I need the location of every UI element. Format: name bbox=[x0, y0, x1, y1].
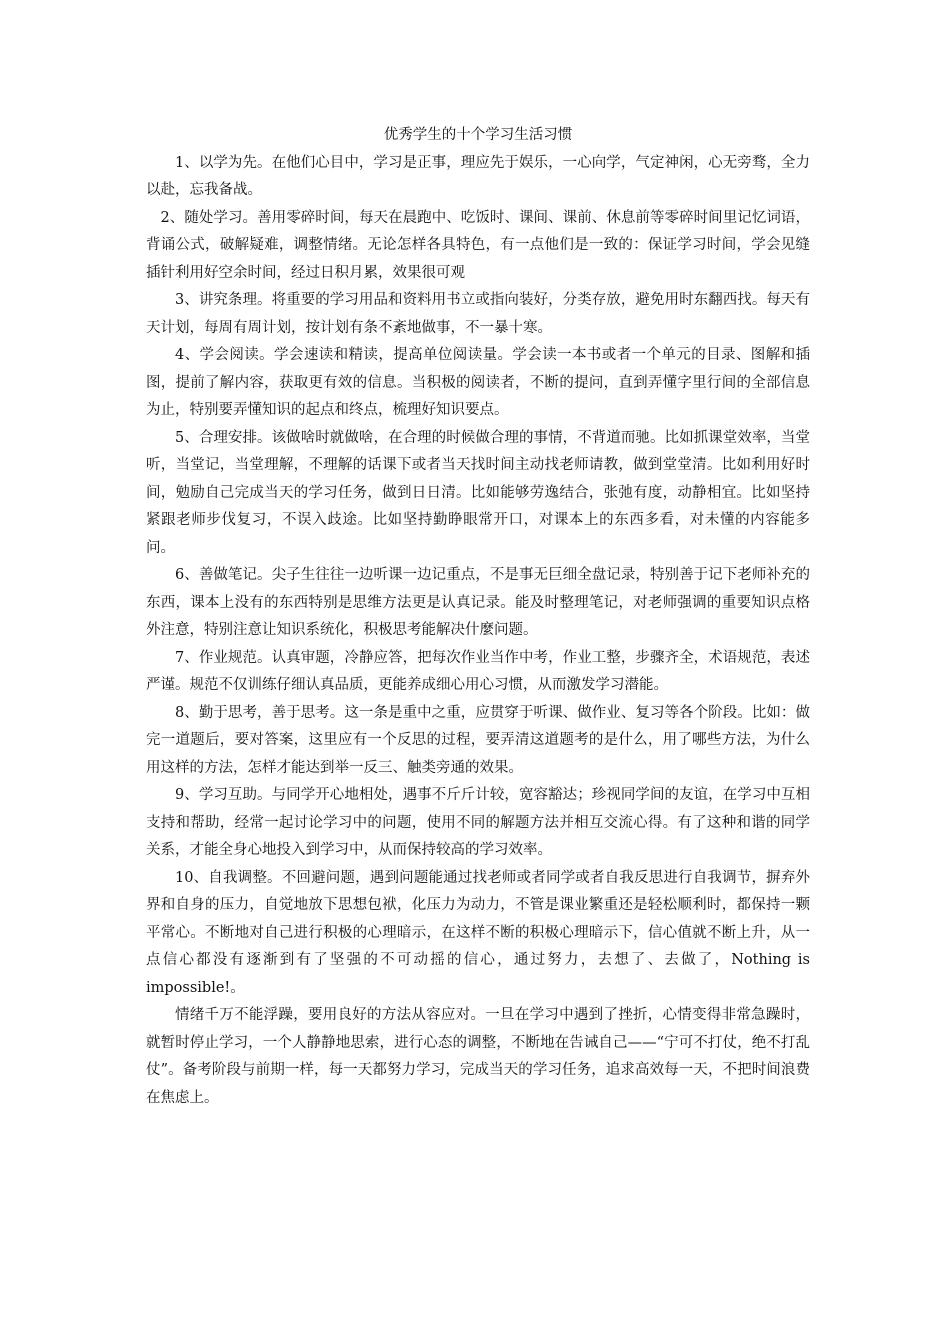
paragraph-7: 7、作业规范。认真审题，冷静应答，把每次作业当作中考，作业工整，步骤齐全，术语规范，表述严谨。规范不仅训练仔细认真品质，更能养成细心用心习惯，从而激发学习潜能。 bbox=[146, 649, 810, 693]
document-body bbox=[146, 122, 810, 1112]
paragraph-10: 10、自我调整。不回避问题，遇到问题能通过找老师或者同学或者自我反思进行自我调节，摒弃外界和自身的压力，自觉地放下思想包袱，化压力为动力，不管是课业繁重还是轻松顺利时，都保持一颗平常心。不断地对自己进行积极的心理暗示，在这样不断的积极心理暗示下，信心值就不断上升，从一点信心都没有逐渐到有了坚强的不可动摇的信心，通过努力，去想了、去做了，Nothing is impossible!。 bbox=[146, 869, 810, 996]
paragraph-1: 1、以学为先。在他们心目中，学习是正事，理应先于娱乐，一心向学，气定神闲，心无旁骛，全力以赴，忘我备战。 bbox=[146, 154, 810, 198]
document-title: 优秀学生的十个学习生活习惯 bbox=[383, 127, 573, 143]
paragraph-8: 8、勤于思考，善于思考。这一条是重中之重，应贯穿于听课、做作业、复习等各个阶段。比如：做完一道题后，要对答案，这里应有一个反思的过程，要弄清这道题考的是什么，用了哪些方法，为什么用这样的方法，怎样才能达到举一反三、触类旁通的效果。 bbox=[146, 704, 810, 776]
paragraph-3: 3、讲究条理。将重要的学习用品和资料用书立或指向装好，分类存放，避免用时东翻西找。每天有天计划，每周有周计划，按计划有条不紊地做事，不一暴十寒。 bbox=[146, 292, 810, 336]
paragraph-closing: 情绪千万不能浮躁，要用良好的方法从容应对。一旦在学习中遇到了挫折，心情变得非常急躁时，就暂时停止学习，一个人静静地思索，进行心态的调整，不断地在告诫自己——“宁可不打仗，绝不打乱仗”。备考阶段与前期一样，每一天都努力学习，完成当天的学习任务，追求高效每一天，不把时间浪费在焦虑上。 bbox=[146, 1007, 810, 1106]
paragraph-5: 5、合理安排。该做啥时就做啥，在合理的时候做合理的事情，不背道而驰。比如抓课堂效率，当堂听，当堂记，当堂理解，不理解的话课下或者当天找时间主动找老师请教，做到堂堂清。比如利用好时间，勉励自己完成当天的学习任务，做到日日清。比如能够劳逸结合，张弛有度，动静相宜。比如坚持紧跟老师步伐复习，不误入歧途。比如坚持勤睁眼常开口，对课本上的东西多看，对未懂的内容能多问。 bbox=[146, 429, 810, 556]
paragraph-6: 6、善做笔记。尖子生往往一边听课一边记重点，不是事无巨细全盘记录，特别善于记下老师补充的东西，课本上没有的东西特别是思维方法更是认真记录。能及时整理笔记，对老师强调的重要知识点格外注意，特别注意让知识系统化，积极思考能解决什麼问题。 bbox=[146, 567, 810, 638]
paragraph-4: 4、学会阅读。学会速读和精读，提高单位阅读量。学会读一本书或者一个单元的目录、图解和插图，提前了解内容，获取更有效的信息。当积极的阅读者，不断的提问，直到弄懂字里行间的全部信息为止，特别要弄懂知识的起点和终点，梳理好知识要点。 bbox=[146, 347, 810, 418]
paragraph-2: 2、随处学习。善用零碎时间，每天在晨跑中、吃饭时、课间、课前、休息前等零碎时间里记忆词语，背诵公式，破解疑难，调整情绪。无论怎样各具特色，有一点他们是一致的：保证学习时间，学会见缝插针利用好空余时间，经过日积月累，效果很可观 bbox=[146, 209, 810, 281]
paragraph-9: 9、学习互助。与同学开心地相处，遇事不斤斤计较，宽容豁达；珍视同学间的友谊，在学习中互相支持和帮助，经常一起讨论学习中的问题，使用不同的解题方法并相互交流心得。有了这种和谐的同学关系，才能全身心地投入到学习中，从而保持较高的学习效率。 bbox=[146, 787, 810, 858]
